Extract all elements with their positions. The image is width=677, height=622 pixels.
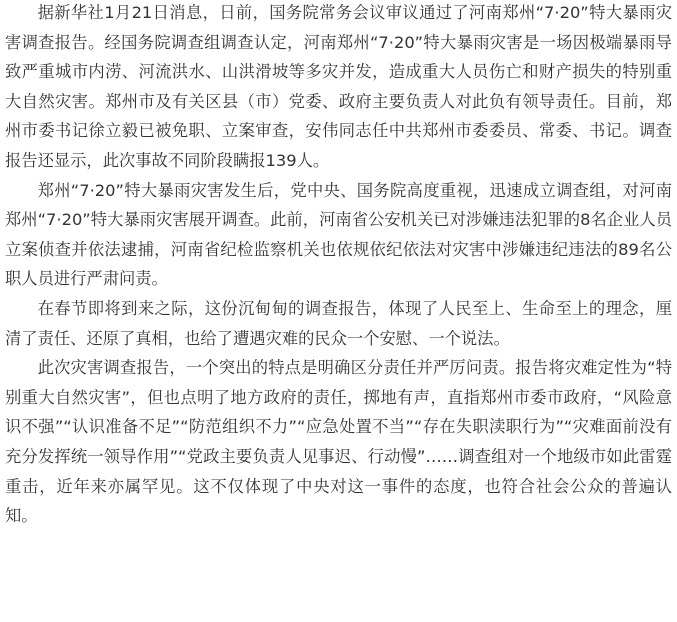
article-paragraph-2: 郑州“7·20”特大暴雨灾害发生后，党中央、国务院高度重视，迅速成立调查组，对河南郑州“7·20”特大暴雨灾害展开调查。此前，河南省公安机关已对涉嫌违法犯罪的8名企业人员立案侦查并依法逮捕，河南省纪检监察机关也依规依纪依法对灾害中涉嫌违纪违法的89名公职人员进行严肃问责。: [5, 180, 672, 289]
article-paragraph-3: 在春节即将到来之际，这份沉甸甸的调查报告，体现了人民至上、生命至上的理念，厘清了责任、还原了真相，也给了遭遇灾难的民众一个安慰、一个说法。: [5, 298, 672, 348]
article-paragraph-4: 此次灾害调查报告，一个突出的特点是明确区分责任并严厉问责。报告将灾难定性为“特别重大自然灾害”，但也点明了地方政府的责任，掷地有声，直指郑州市委市政府，“风险意识不强”“认识准备不足”“防范组织不力”“应急处置不当”“存在失职渎职行为”“灾难面前没有充分发挥统一领导作用”“党政主要负责人见事迟、行动慢”……调查组对一个地级市如此雷霆重击，近年来亦属罕见。这不仅体现了中央对这一事件的态度，也符合社会公众的普遍认知。: [5, 358, 672, 526]
article-paragraph-1: 据新华社1月21日消息，日前，国务院常务会议审议通过了河南郑州“7·20”特大暴雨灾害调查报告。经国务院调查组调查认定，河南郑州“7·20”特大暴雨灾害是一场因极端暴雨导致严重城市内涝、河流洪水、山洪滑坡等多灾并发，造成重大人员伤亡和财产损失的特别重大自然灾害。郑州市及有关区县（市）党委、政府主要负责人对此负有领导责任。目前，郑州市委书记徐立毅已被免职、立案审查，安伟同志任中共郑州市委委员、常委、书记。调查报告还显示，此次事故不同阶段瞒报139人。: [5, 3, 672, 170]
